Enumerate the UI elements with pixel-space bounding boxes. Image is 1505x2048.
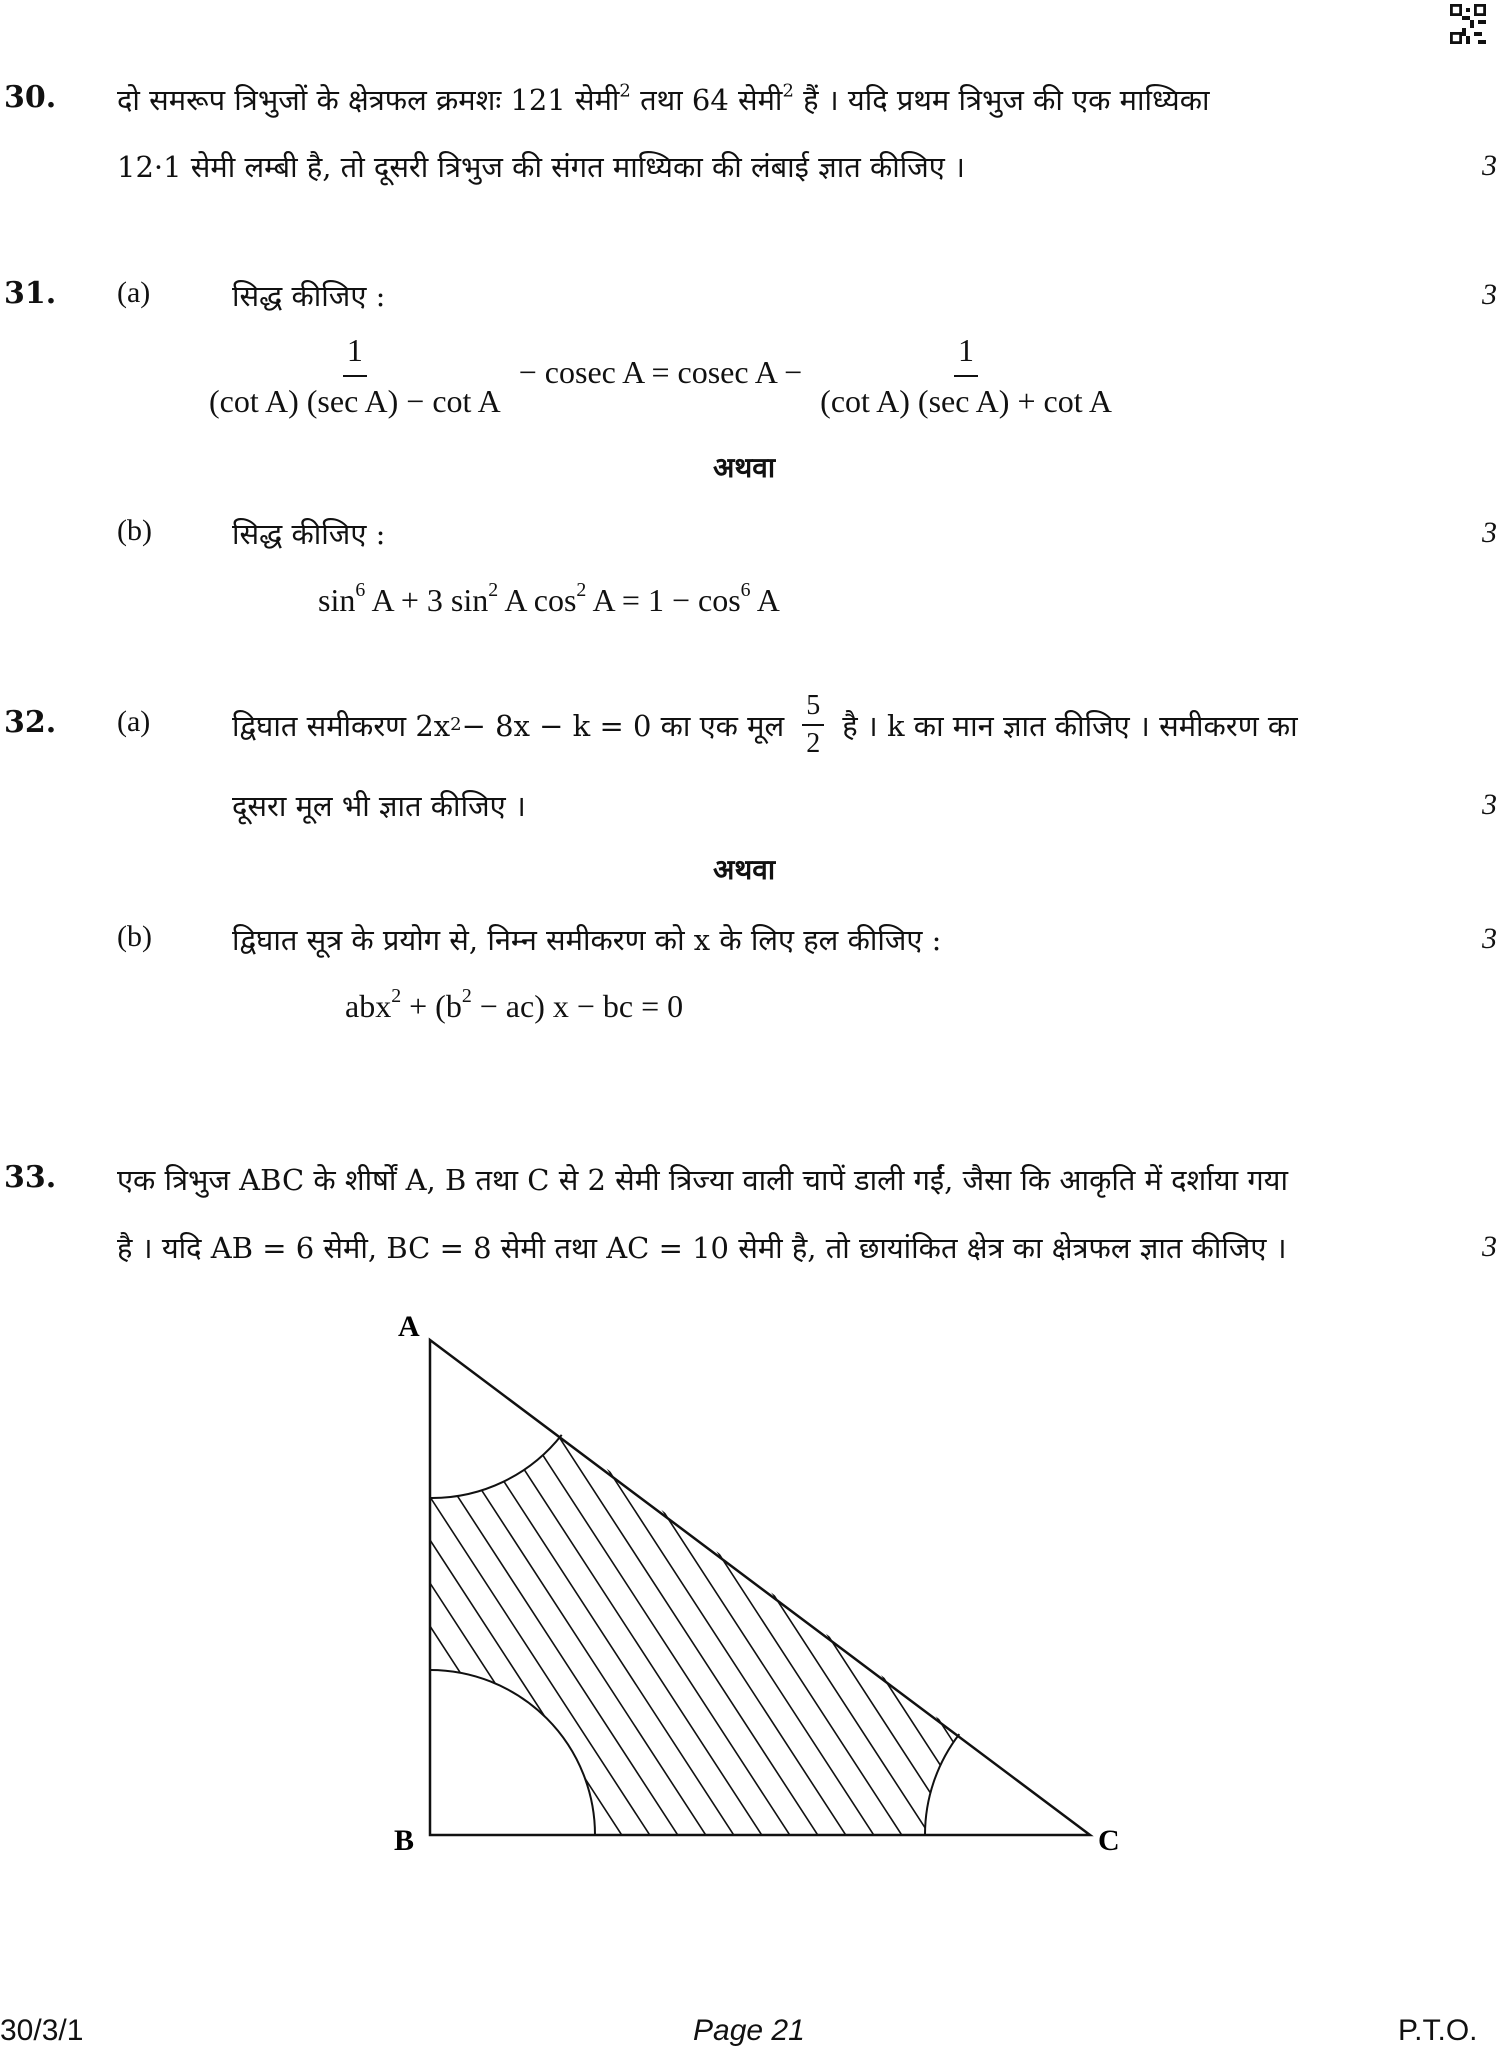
hatch-line [470,1300,860,1870]
marks: 3 [1482,149,1497,182]
math-text: sin [318,582,356,618]
math-text: + (b [401,988,462,1024]
text: दो समरूप त्रिभुजों के क्षेत्रफल क्रमशः 121 सेमी [117,83,620,117]
arc-a [430,1435,562,1498]
superscript: 2 [391,985,402,1008]
math-text: − ac) x − bc = 0 [471,988,684,1024]
fraction [816,332,1116,420]
question-text-line: एक त्रिभुज ABC के शीर्षों A, B तथा C से 2 सेमी त्रिज्या वाली चापें डाली गईं, जैसा कि आकृति में दर्शाया गया [117,1163,1288,1197]
arc-b [430,1670,595,1835]
hatch-line [380,1300,580,1870]
math-text: − cosec A = cosec A − [518,354,803,391]
hatch-line [582,1300,972,1870]
triangle-figure [380,1300,1140,1870]
superscript: 2 [488,579,499,602]
text: द्विघात समीकरण 2x [232,708,451,743]
hatch-line [380,1300,636,1870]
hatch-lines [380,1300,1140,1870]
question-text: द्विघात सूत्र के प्रयोग से, निम्न समीकरण को x के लिए हल कीजिए : [232,923,942,957]
identity-equation [318,579,780,619]
numerator: 1 [954,332,978,377]
hatch-line [778,1300,1140,1870]
marks: 3 [1482,788,1497,821]
vertex-label-c: C [1098,1824,1120,1857]
question-text-line: द्विघात समीकरण 2x 2 − 8x − k = 0 का एक मूल $\frac{5}{2}$ है । k का मान ज्ञात कीजिए । समीकरण का [232,690,1298,759]
hatch-line [554,1300,944,1870]
numerator: 1 [343,332,367,377]
question-text: सिद्ध कीजिए : [232,279,386,313]
page-number: Page 21 [693,2014,805,2047]
question-number: 30. [4,80,57,115]
or-heading: अथवा [713,451,776,484]
superscript: 2 [461,985,472,1008]
triangle-abc [430,1340,1090,1835]
fraction [802,690,824,760]
question-number: 33. [4,1160,57,1195]
hatch-line [750,1300,1140,1870]
paper-code: 30/3/1 [0,2014,84,2047]
superscript: 2 [782,80,794,102]
question-number: 32. [4,705,57,740]
fraction [205,332,505,420]
sub-label: (a) [117,276,151,309]
text: हैं । यदि प्रथम त्रिभुज की एक माध्यिका [793,83,1210,117]
math-text: A cos [498,582,577,618]
hatch-line [498,1300,888,1870]
text: है । k का मान ज्ञात कीजिए । समीकरण का [842,708,1298,743]
vertex-label-b: B [394,1824,415,1857]
hatch-line [380,1300,748,1870]
sub-label: (b) [117,514,152,547]
question-text-line [117,80,1210,119]
math-text: A = 1 − cos [586,582,741,618]
hatch-line [380,1300,552,1870]
hatch-line [380,1300,384,1870]
quadratic-equation [345,985,684,1025]
math-text: abx [345,988,392,1024]
hatch-line [638,1300,1028,1870]
text: तथा 64 सेमी [630,83,783,117]
question-text-line: है । यदि AB = 6 सेमी, BC = 8 सेमी तथा AC = 10 सेमी है, तो छायांकित क्षेत्र का क्षेत्रफल ज्ञात कीजिए । [117,1231,1287,1265]
text: − 8x − k = 0 का एक मूल [461,708,785,743]
denominator: (cot A) (sec A) + cot A [820,383,1112,419]
question-text-line: दूसरा मूल भी ज्ञात कीजिए । [232,789,526,823]
marks: 3 [1482,516,1497,549]
denominator: (cot A) (sec A) − cot A [209,383,501,419]
question-text: सिद्ध कीजिए : [232,517,386,551]
hatch-line [694,1300,1084,1870]
question-text-line: 12·1 सेमी लम्बी है, तो दूसरी त्रिभुज की संगत माध्यिका की लंबाई ज्ञात कीजिए । [117,150,966,184]
vertex-label-a: A [398,1310,420,1343]
hatch-line [722,1300,1112,1870]
hatch-line [610,1300,1000,1870]
denominator: 2 [806,728,821,759]
hatch-line [380,1300,664,1870]
sub-label: (b) [117,920,152,953]
superscript: 6 [355,579,366,602]
hatch-line [414,1300,804,1870]
hatch-line [380,1300,524,1870]
superscript: 2 [576,579,587,602]
numerator: 5 [802,690,824,726]
marks: 3 [1482,278,1497,311]
hatch-line [666,1300,1056,1870]
hatch-line [380,1300,608,1870]
hatch-line [526,1300,916,1870]
identity-equation [205,332,1116,420]
hatch-line [380,1300,468,1870]
hatch-line [386,1300,776,1870]
or-heading: अथवा [713,853,776,886]
please-turn-over: P.T.O. [1398,2014,1478,2047]
marks: 3 [1482,922,1497,955]
superscript: 6 [740,579,751,602]
sub-label: (a) [117,705,151,738]
superscript: 2 [619,80,631,102]
hatch-line [806,1300,1140,1870]
hatch-line [380,1300,496,1870]
hatch-line [380,1300,415,1870]
qr-code-icon [1450,4,1486,44]
math-text: A + 3 sin [365,582,489,618]
marks: 3 [1482,1230,1497,1263]
math-text: A [750,582,780,618]
question-number: 31. [4,276,57,311]
hatch-line [442,1300,832,1870]
